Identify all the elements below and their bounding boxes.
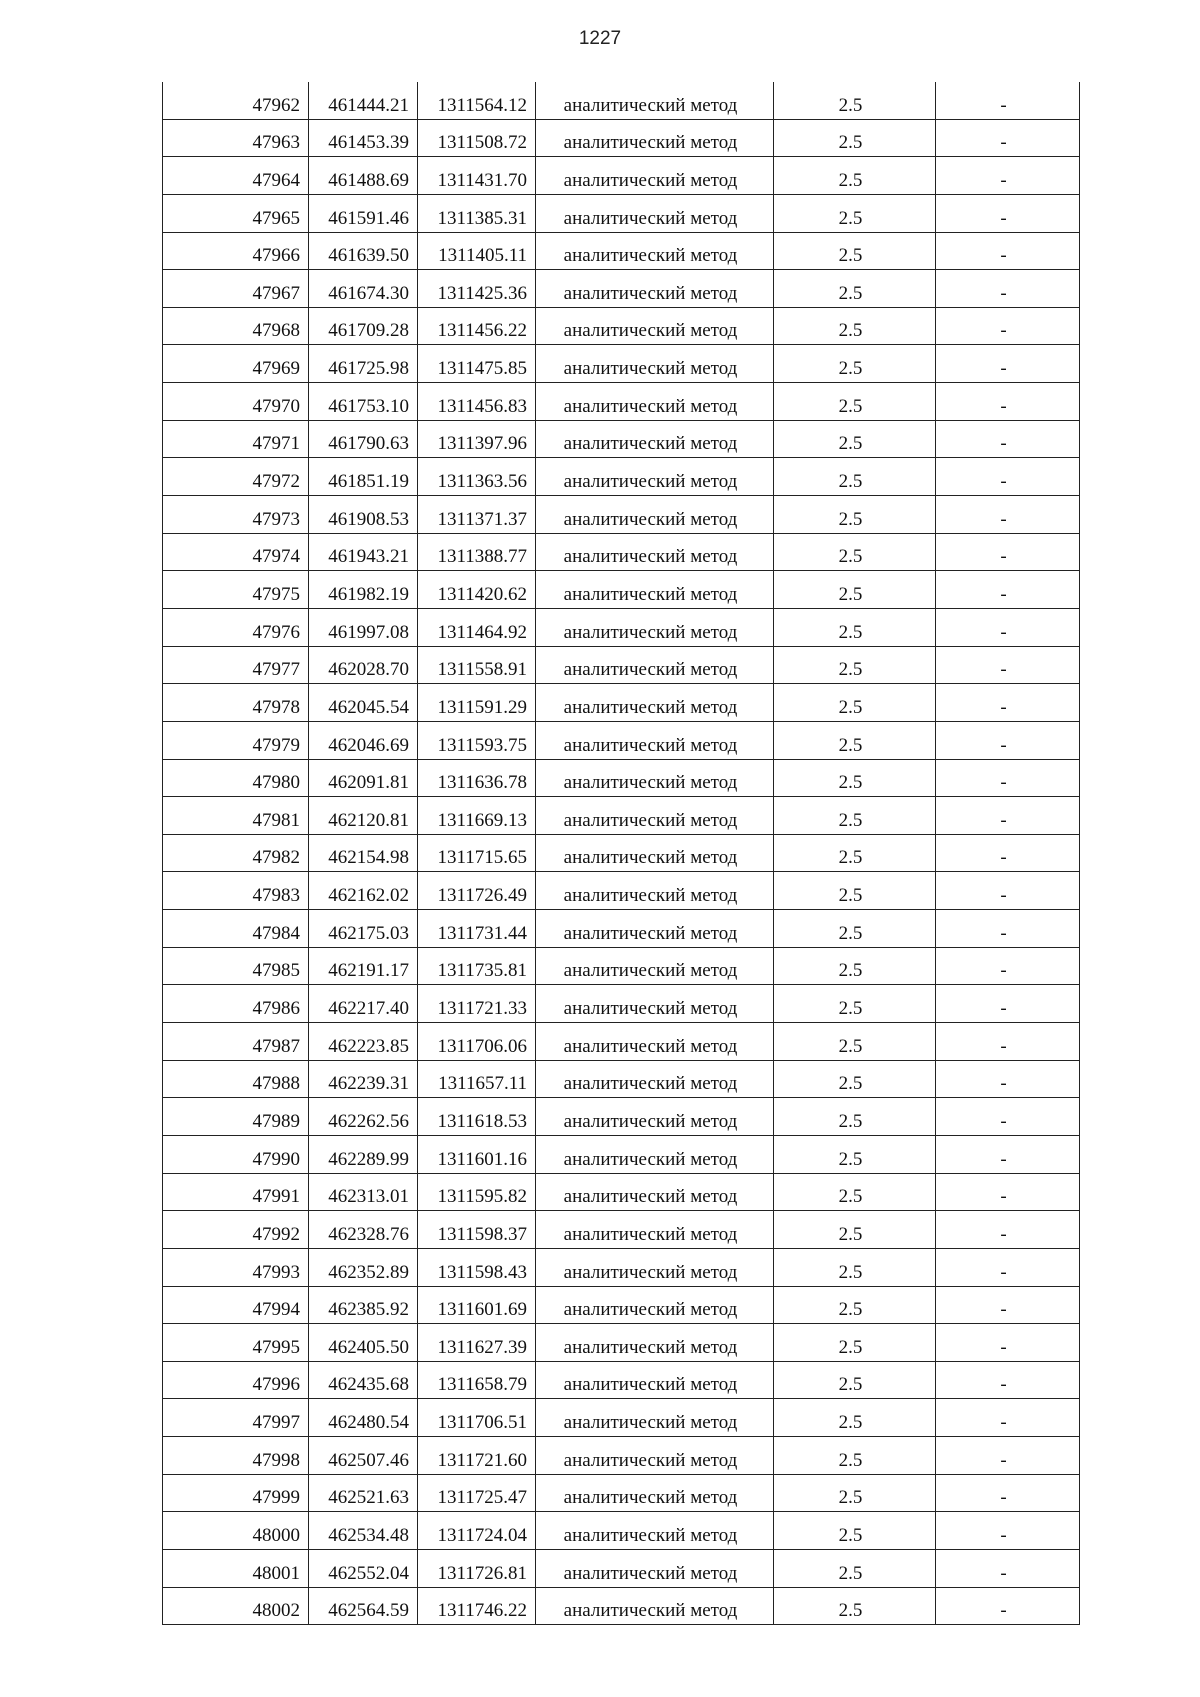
y-coordinate-cell: 1311601.69: [418, 1286, 536, 1324]
y-coordinate-cell: 1311669.13: [418, 797, 536, 835]
method-cell: аналитический метод: [536, 82, 774, 119]
x-coordinate-cell: 462091.81: [309, 759, 418, 797]
accuracy-cell: 2.5: [774, 646, 936, 684]
point-number-cell: 47999: [163, 1474, 309, 1512]
point-number-cell: 47966: [163, 232, 309, 270]
table-row: [163, 1361, 1080, 1399]
description-cell: -: [936, 1173, 1080, 1211]
table-row: [163, 194, 1080, 232]
y-coordinate-cell: 1311731.44: [418, 910, 536, 948]
table-row: [163, 1549, 1080, 1587]
point-number-cell: 48000: [163, 1512, 309, 1550]
table-row: [163, 82, 1080, 119]
table-row: [163, 1437, 1080, 1475]
method-cell: аналитический метод: [536, 721, 774, 759]
description-cell: -: [936, 157, 1080, 195]
accuracy-cell: 2.5: [774, 1324, 936, 1362]
method-cell: аналитический метод: [536, 194, 774, 232]
method-cell: аналитический метод: [536, 1173, 774, 1211]
y-coordinate-cell: 1311721.33: [418, 985, 536, 1023]
description-cell: -: [936, 1023, 1080, 1061]
point-number-cell: 47982: [163, 834, 309, 872]
x-coordinate-cell: 462154.98: [309, 834, 418, 872]
y-coordinate-cell: 1311725.47: [418, 1474, 536, 1512]
table-row: [163, 1248, 1080, 1286]
description-cell: -: [936, 834, 1080, 872]
accuracy-cell: 2.5: [774, 608, 936, 646]
method-cell: аналитический метод: [536, 1587, 774, 1625]
description-cell: -: [936, 608, 1080, 646]
y-coordinate-cell: 1311658.79: [418, 1361, 536, 1399]
table-row: [163, 1474, 1080, 1512]
accuracy-cell: 2.5: [774, 420, 936, 458]
accuracy-cell: 2.5: [774, 157, 936, 195]
point-number-cell: 47998: [163, 1437, 309, 1475]
y-coordinate-cell: 1311475.85: [418, 345, 536, 383]
method-cell: аналитический метод: [536, 307, 774, 345]
description-cell: -: [936, 910, 1080, 948]
method-cell: аналитический метод: [536, 797, 774, 835]
description-cell: -: [936, 458, 1080, 496]
x-coordinate-cell: 462239.31: [309, 1060, 418, 1098]
table-row: [163, 1324, 1080, 1362]
y-coordinate-cell: 1311746.22: [418, 1587, 536, 1625]
accuracy-cell: 2.5: [774, 1549, 936, 1587]
method-cell: аналитический метод: [536, 985, 774, 1023]
accuracy-cell: 2.5: [774, 1286, 936, 1324]
description-cell: -: [936, 1587, 1080, 1625]
table-row: [163, 1512, 1080, 1550]
table-row: [163, 910, 1080, 948]
accuracy-cell: 2.5: [774, 307, 936, 345]
accuracy-cell: 2.5: [774, 1098, 936, 1136]
y-coordinate-cell: 1311456.22: [418, 307, 536, 345]
x-coordinate-cell: 462405.50: [309, 1324, 418, 1362]
table-row: [163, 1286, 1080, 1324]
accuracy-cell: 2.5: [774, 1587, 936, 1625]
y-coordinate-cell: 1311456.83: [418, 383, 536, 421]
x-coordinate-cell: 461674.30: [309, 270, 418, 308]
table-row: [163, 1211, 1080, 1249]
y-coordinate-cell: 1311388.77: [418, 533, 536, 571]
y-coordinate-cell: 1311598.37: [418, 1211, 536, 1249]
x-coordinate-cell: 461908.53: [309, 496, 418, 534]
table-row: [163, 985, 1080, 1023]
x-coordinate-cell: 461982.19: [309, 571, 418, 609]
description-cell: -: [936, 119, 1080, 157]
description-cell: -: [936, 270, 1080, 308]
table-row: [163, 270, 1080, 308]
table-row: [163, 1399, 1080, 1437]
y-coordinate-cell: 1311724.04: [418, 1512, 536, 1550]
description-cell: -: [936, 646, 1080, 684]
accuracy-cell: 2.5: [774, 947, 936, 985]
y-coordinate-cell: 1311385.31: [418, 194, 536, 232]
x-coordinate-cell: 462120.81: [309, 797, 418, 835]
x-coordinate-cell: 462289.99: [309, 1135, 418, 1173]
method-cell: аналитический метод: [536, 533, 774, 571]
accuracy-cell: 2.5: [774, 1437, 936, 1475]
y-coordinate-cell: 1311431.70: [418, 157, 536, 195]
x-coordinate-cell: 461444.21: [309, 82, 418, 119]
y-coordinate-cell: 1311706.51: [418, 1399, 536, 1437]
x-coordinate-cell: 462480.54: [309, 1399, 418, 1437]
accuracy-cell: 2.5: [774, 345, 936, 383]
description-cell: -: [936, 194, 1080, 232]
x-coordinate-cell: 462223.85: [309, 1023, 418, 1061]
y-coordinate-cell: 1311425.36: [418, 270, 536, 308]
method-cell: аналитический метод: [536, 910, 774, 948]
accuracy-cell: 2.5: [774, 571, 936, 609]
table-row: [163, 1098, 1080, 1136]
method-cell: аналитический метод: [536, 496, 774, 534]
y-coordinate-cell: 1311593.75: [418, 721, 536, 759]
method-cell: аналитический метод: [536, 1512, 774, 1550]
table-row: [163, 420, 1080, 458]
y-coordinate-cell: 1311618.53: [418, 1098, 536, 1136]
description-cell: -: [936, 533, 1080, 571]
table-row: [163, 947, 1080, 985]
accuracy-cell: 2.5: [774, 759, 936, 797]
coordinates-table: [162, 82, 1080, 1625]
y-coordinate-cell: 1311601.16: [418, 1135, 536, 1173]
accuracy-cell: 2.5: [774, 1512, 936, 1550]
y-coordinate-cell: 1311508.72: [418, 119, 536, 157]
x-coordinate-cell: 462046.69: [309, 721, 418, 759]
description-cell: -: [936, 307, 1080, 345]
x-coordinate-cell: 462507.46: [309, 1437, 418, 1475]
y-coordinate-cell: 1311558.91: [418, 646, 536, 684]
x-coordinate-cell: 461997.08: [309, 608, 418, 646]
table-row: [163, 608, 1080, 646]
method-cell: аналитический метод: [536, 345, 774, 383]
table-row: [163, 721, 1080, 759]
point-number-cell: 47980: [163, 759, 309, 797]
table-row: [163, 797, 1080, 835]
y-coordinate-cell: 1311397.96: [418, 420, 536, 458]
y-coordinate-cell: 1311595.82: [418, 1173, 536, 1211]
description-cell: -: [936, 232, 1080, 270]
accuracy-cell: 2.5: [774, 458, 936, 496]
accuracy-cell: 2.5: [774, 1399, 936, 1437]
y-coordinate-cell: 1311371.37: [418, 496, 536, 534]
description-cell: -: [936, 684, 1080, 722]
table-row: [163, 157, 1080, 195]
point-number-cell: 47971: [163, 420, 309, 458]
point-number-cell: 47984: [163, 910, 309, 948]
method-cell: аналитический метод: [536, 872, 774, 910]
description-cell: -: [936, 947, 1080, 985]
point-number-cell: 47969: [163, 345, 309, 383]
table-row: [163, 1023, 1080, 1061]
method-cell: аналитический метод: [536, 1098, 774, 1136]
point-number-cell: 47991: [163, 1173, 309, 1211]
x-coordinate-cell: 462328.76: [309, 1211, 418, 1249]
point-number-cell: 47997: [163, 1399, 309, 1437]
x-coordinate-cell: 461591.46: [309, 194, 418, 232]
table-row: [163, 496, 1080, 534]
point-number-cell: 47986: [163, 985, 309, 1023]
table-row: [163, 684, 1080, 722]
y-coordinate-cell: 1311564.12: [418, 82, 536, 119]
x-coordinate-cell: 462191.17: [309, 947, 418, 985]
coordinates-table-body: [163, 82, 1080, 1625]
method-cell: аналитический метод: [536, 383, 774, 421]
point-number-cell: 48002: [163, 1587, 309, 1625]
accuracy-cell: 2.5: [774, 1361, 936, 1399]
point-number-cell: 47988: [163, 1060, 309, 1098]
point-number-cell: 47964: [163, 157, 309, 195]
accuracy-cell: 2.5: [774, 834, 936, 872]
x-coordinate-cell: 462521.63: [309, 1474, 418, 1512]
method-cell: аналитический метод: [536, 571, 774, 609]
accuracy-cell: 2.5: [774, 194, 936, 232]
description-cell: -: [936, 1437, 1080, 1475]
x-coordinate-cell: 462552.04: [309, 1549, 418, 1587]
y-coordinate-cell: 1311598.43: [418, 1248, 536, 1286]
accuracy-cell: 2.5: [774, 797, 936, 835]
accuracy-cell: 2.5: [774, 383, 936, 421]
description-cell: -: [936, 1361, 1080, 1399]
table-row: [163, 646, 1080, 684]
y-coordinate-cell: 1311627.39: [418, 1324, 536, 1362]
method-cell: аналитический метод: [536, 1361, 774, 1399]
description-cell: -: [936, 1098, 1080, 1136]
table-row: [163, 533, 1080, 571]
description-cell: -: [936, 1060, 1080, 1098]
point-number-cell: 47992: [163, 1211, 309, 1249]
description-cell: -: [936, 1248, 1080, 1286]
point-number-cell: 47974: [163, 533, 309, 571]
y-coordinate-cell: 1311405.11: [418, 232, 536, 270]
y-coordinate-cell: 1311464.92: [418, 608, 536, 646]
table-row: [163, 1587, 1080, 1625]
method-cell: аналитический метод: [536, 1286, 774, 1324]
description-cell: -: [936, 496, 1080, 534]
description-cell: -: [936, 1474, 1080, 1512]
point-number-cell: 47993: [163, 1248, 309, 1286]
x-coordinate-cell: 462175.03: [309, 910, 418, 948]
x-coordinate-cell: 462262.56: [309, 1098, 418, 1136]
table-row: [163, 834, 1080, 872]
accuracy-cell: 2.5: [774, 119, 936, 157]
method-cell: аналитический метод: [536, 1211, 774, 1249]
table-row: [163, 232, 1080, 270]
y-coordinate-cell: 1311726.49: [418, 872, 536, 910]
y-coordinate-cell: 1311735.81: [418, 947, 536, 985]
method-cell: аналитический метод: [536, 684, 774, 722]
accuracy-cell: 2.5: [774, 985, 936, 1023]
x-coordinate-cell: 462045.54: [309, 684, 418, 722]
table-row: [163, 383, 1080, 421]
method-cell: аналитический метод: [536, 1437, 774, 1475]
description-cell: -: [936, 797, 1080, 835]
table-row: [163, 345, 1080, 383]
accuracy-cell: 2.5: [774, 533, 936, 571]
accuracy-cell: 2.5: [774, 872, 936, 910]
method-cell: аналитический метод: [536, 420, 774, 458]
point-number-cell: 47987: [163, 1023, 309, 1061]
x-coordinate-cell: 461709.28: [309, 307, 418, 345]
description-cell: -: [936, 82, 1080, 119]
point-number-cell: 47979: [163, 721, 309, 759]
table-row: [163, 307, 1080, 345]
x-coordinate-cell: 462385.92: [309, 1286, 418, 1324]
method-cell: аналитический метод: [536, 1399, 774, 1437]
page-number: 1227: [578, 28, 622, 49]
method-cell: аналитический метод: [536, 458, 774, 496]
x-coordinate-cell: 462217.40: [309, 985, 418, 1023]
x-coordinate-cell: 461851.19: [309, 458, 418, 496]
point-number-cell: 47967: [163, 270, 309, 308]
point-number-cell: 47962: [163, 82, 309, 119]
point-number-cell: 48001: [163, 1549, 309, 1587]
accuracy-cell: 2.5: [774, 1248, 936, 1286]
x-coordinate-cell: 461725.98: [309, 345, 418, 383]
method-cell: аналитический метод: [536, 1324, 774, 1362]
accuracy-cell: 2.5: [774, 496, 936, 534]
point-number-cell: 47995: [163, 1324, 309, 1362]
y-coordinate-cell: 1311657.11: [418, 1060, 536, 1098]
method-cell: аналитический метод: [536, 232, 774, 270]
method-cell: аналитический метод: [536, 119, 774, 157]
accuracy-cell: 2.5: [774, 1023, 936, 1061]
method-cell: аналитический метод: [536, 1474, 774, 1512]
accuracy-cell: 2.5: [774, 1474, 936, 1512]
x-coordinate-cell: 462564.59: [309, 1587, 418, 1625]
point-number-cell: 47981: [163, 797, 309, 835]
table-row: [163, 872, 1080, 910]
accuracy-cell: 2.5: [774, 1173, 936, 1211]
table-row: [163, 1173, 1080, 1211]
description-cell: -: [936, 1135, 1080, 1173]
point-number-cell: 47973: [163, 496, 309, 534]
accuracy-cell: 2.5: [774, 910, 936, 948]
point-number-cell: 47990: [163, 1135, 309, 1173]
x-coordinate-cell: 462313.01: [309, 1173, 418, 1211]
description-cell: -: [936, 721, 1080, 759]
x-coordinate-cell: 461488.69: [309, 157, 418, 195]
description-cell: -: [936, 571, 1080, 609]
point-number-cell: 47994: [163, 1286, 309, 1324]
point-number-cell: 47989: [163, 1098, 309, 1136]
accuracy-cell: 2.5: [774, 232, 936, 270]
method-cell: аналитический метод: [536, 1060, 774, 1098]
method-cell: аналитический метод: [536, 1549, 774, 1587]
y-coordinate-cell: 1311591.29: [418, 684, 536, 722]
x-coordinate-cell: 462534.48: [309, 1512, 418, 1550]
table-row: [163, 119, 1080, 157]
accuracy-cell: 2.5: [774, 270, 936, 308]
accuracy-cell: 2.5: [774, 684, 936, 722]
y-coordinate-cell: 1311636.78: [418, 759, 536, 797]
point-number-cell: 47977: [163, 646, 309, 684]
description-cell: -: [936, 1399, 1080, 1437]
point-number-cell: 47976: [163, 608, 309, 646]
y-coordinate-cell: 1311721.60: [418, 1437, 536, 1475]
description-cell: -: [936, 1549, 1080, 1587]
method-cell: аналитический метод: [536, 1248, 774, 1286]
point-number-cell: 47965: [163, 194, 309, 232]
method-cell: аналитический метод: [536, 947, 774, 985]
table-row: [163, 1135, 1080, 1173]
x-coordinate-cell: 461639.50: [309, 232, 418, 270]
accuracy-cell: 2.5: [774, 1211, 936, 1249]
point-number-cell: 47970: [163, 383, 309, 421]
accuracy-cell: 2.5: [774, 1060, 936, 1098]
description-cell: -: [936, 872, 1080, 910]
method-cell: аналитический метод: [536, 608, 774, 646]
method-cell: аналитический метод: [536, 157, 774, 195]
x-coordinate-cell: 462435.68: [309, 1361, 418, 1399]
table-row: [163, 458, 1080, 496]
table-row: [163, 759, 1080, 797]
y-coordinate-cell: 1311420.62: [418, 571, 536, 609]
description-cell: -: [936, 345, 1080, 383]
point-number-cell: 47983: [163, 872, 309, 910]
x-coordinate-cell: 462028.70: [309, 646, 418, 684]
description-cell: -: [936, 420, 1080, 458]
table-row: [163, 571, 1080, 609]
description-cell: -: [936, 1512, 1080, 1550]
accuracy-cell: 2.5: [774, 1135, 936, 1173]
y-coordinate-cell: 1311726.81: [418, 1549, 536, 1587]
x-coordinate-cell: 461790.63: [309, 420, 418, 458]
point-number-cell: 47985: [163, 947, 309, 985]
table-row: [163, 1060, 1080, 1098]
description-cell: -: [936, 383, 1080, 421]
description-cell: -: [936, 1324, 1080, 1362]
x-coordinate-cell: 461753.10: [309, 383, 418, 421]
point-number-cell: 47972: [163, 458, 309, 496]
description-cell: -: [936, 1211, 1080, 1249]
method-cell: аналитический метод: [536, 1135, 774, 1173]
point-number-cell: 47996: [163, 1361, 309, 1399]
method-cell: аналитический метод: [536, 834, 774, 872]
description-cell: -: [936, 1286, 1080, 1324]
accuracy-cell: 2.5: [774, 82, 936, 119]
accuracy-cell: 2.5: [774, 721, 936, 759]
description-cell: -: [936, 759, 1080, 797]
point-number-cell: 47975: [163, 571, 309, 609]
y-coordinate-cell: 1311706.06: [418, 1023, 536, 1061]
method-cell: аналитический метод: [536, 646, 774, 684]
point-number-cell: 47968: [163, 307, 309, 345]
x-coordinate-cell: 461943.21: [309, 533, 418, 571]
y-coordinate-cell: 1311363.56: [418, 458, 536, 496]
x-coordinate-cell: 462162.02: [309, 872, 418, 910]
method-cell: аналитический метод: [536, 270, 774, 308]
point-number-cell: 47963: [163, 119, 309, 157]
description-cell: -: [936, 985, 1080, 1023]
method-cell: аналитический метод: [536, 1023, 774, 1061]
x-coordinate-cell: 462352.89: [309, 1248, 418, 1286]
x-coordinate-cell: 461453.39: [309, 119, 418, 157]
y-coordinate-cell: 1311715.65: [418, 834, 536, 872]
point-number-cell: 47978: [163, 684, 309, 722]
method-cell: аналитический метод: [536, 759, 774, 797]
